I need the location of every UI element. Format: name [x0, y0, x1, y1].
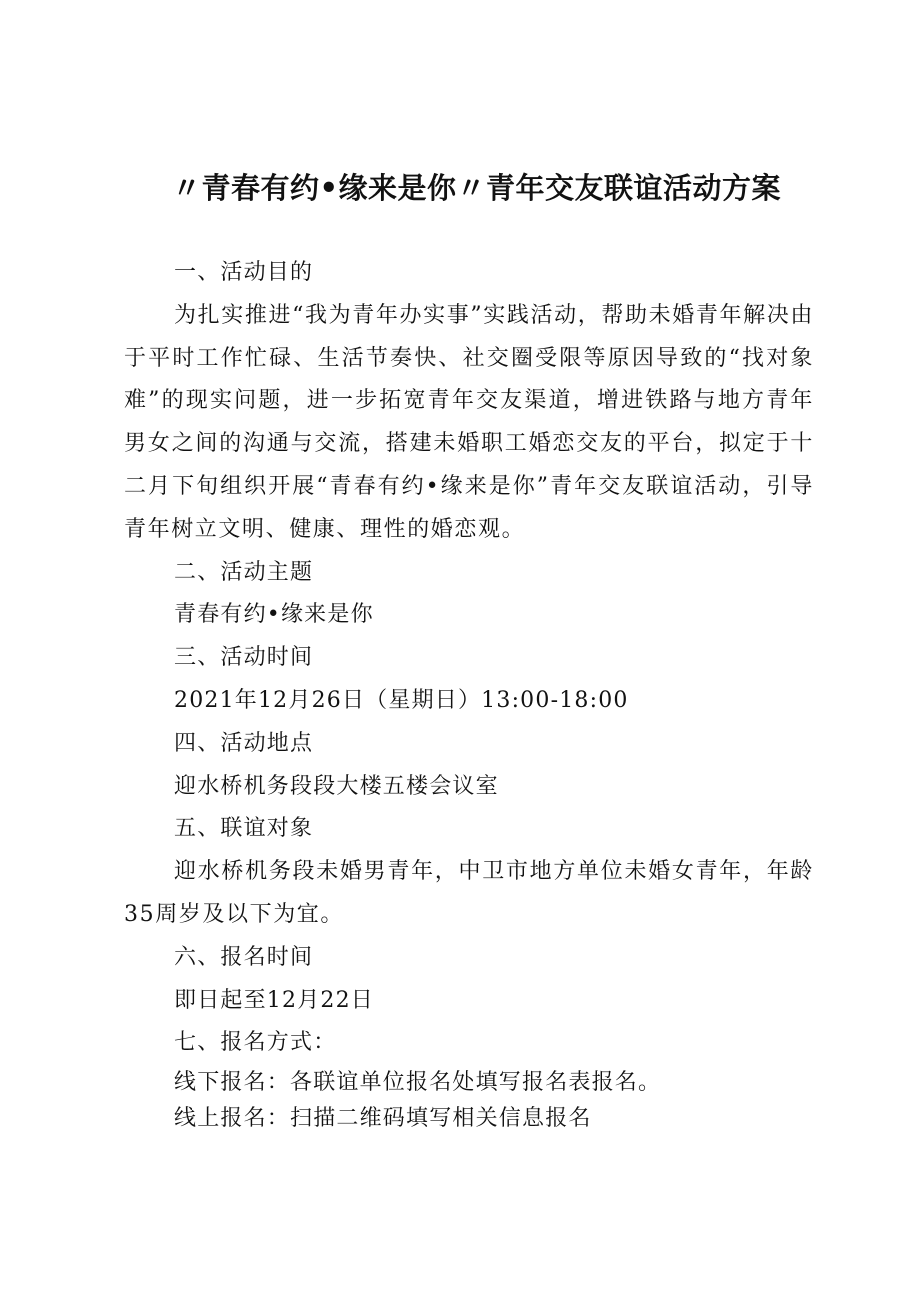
document-body: [124, 252, 814, 1137]
section-content-registration-time: 即日起至12月22日: [174, 987, 374, 1013]
document-title-text: 〃青春有约•缘来是你〃青年交友联谊活动方案: [172, 171, 782, 205]
section-heading-location: 四、活动地点: [174, 730, 314, 756]
section-heading-theme: 二、活动主题: [174, 559, 314, 585]
section-paragraph-purpose: 为扎实推进“我为青年办实事”实践活动，帮助未婚青年解决由于平时工作忙碌、生活节奏快、社交圈受限等原因导致的“找对象难”的现实问题，进一步拓宽青年交友渠道，增进铁路与地方青年男女之间的沟通与交流，搭建未婚职工婚恋交友的平台，拟定于十二月下旬组织开展“青春有约•缘来是你”青年交友联谊活动，引导青年树立文明、健康、理性的婚恋观。: [124, 302, 814, 542]
registration-offline-line: 线下报名：各联谊单位报名处填写报名表报名。: [174, 1070, 662, 1096]
registration-online-line: 线上报名：扫描二维码填写相关信息报名: [174, 1106, 592, 1132]
section-heading-participants: 五、联谊对象: [174, 816, 314, 842]
section-content-location: 迎水桥机务段段大楼五楼会议室: [174, 773, 499, 799]
section-heading-registration-method: 七、报名方式：: [174, 1030, 337, 1056]
section-heading-registration-time: 六、报名时间: [174, 944, 314, 970]
section-paragraph-participants: 迎水桥机务段未婚男青年，中卫市地方单位未婚女青年，年龄35周岁及以下为宜。: [124, 859, 814, 927]
section-content-theme: 青春有约•缘来是你: [174, 602, 374, 628]
section-heading-time: 三、活动时间: [174, 645, 314, 671]
document-title: [150, 166, 830, 207]
section-heading-purpose: 一、活动目的: [174, 260, 314, 285]
section-content-time: 2021年12月26日（星期日）13:00-18:00: [174, 687, 629, 713]
